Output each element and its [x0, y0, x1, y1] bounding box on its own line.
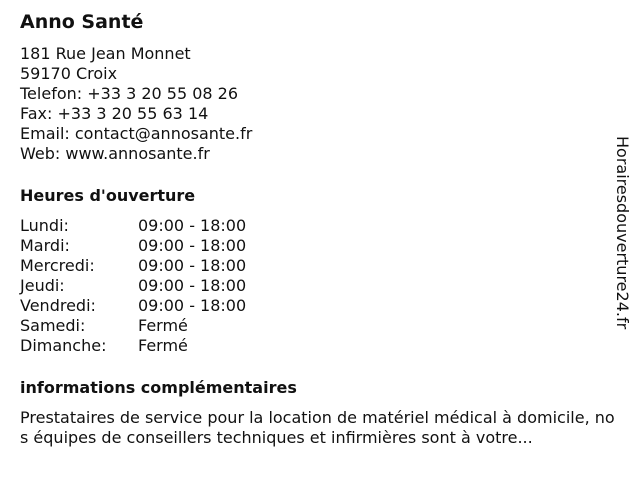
hours-time: 09:00 - 18:00 [138, 296, 247, 315]
address-city: 59170 Croix [20, 64, 118, 83]
hours-time: Fermé [138, 316, 188, 335]
business-description: Prestataires de service pour la location de matériel médical à domicile, nos équipes de conseillers techniques et infirmières sont à votre... [20, 408, 615, 447]
business-card [20, 10, 620, 448]
hours-day: Mardi: [20, 236, 70, 255]
phone-number: Telefon: +33 3 20 55 08 26 [20, 84, 239, 103]
opening-hours-heading: Heures d'ouverture [20, 186, 196, 205]
opening-hours-list [20, 216, 620, 356]
fax-number: Fax: +33 3 20 55 63 14 [20, 104, 209, 123]
hours-day: Vendredi: [20, 296, 96, 315]
hours-time: 09:00 - 18:00 [138, 276, 247, 295]
address-street: 181 Rue Jean Monnet [20, 44, 191, 63]
hours-row-sunday [20, 336, 620, 356]
hours-time: 09:00 - 18:00 [138, 256, 247, 275]
hours-day: Dimanche: [20, 336, 107, 355]
hours-time: 09:00 - 18:00 [138, 216, 247, 235]
hours-time: Fermé [138, 336, 188, 355]
additional-info-heading: informations complémentaires [20, 378, 297, 397]
hours-row-thursday [20, 276, 620, 296]
hours-row-monday [20, 216, 620, 236]
hours-row-tuesday [20, 236, 620, 256]
hours-day: Samedi: [20, 316, 86, 335]
business-name: Anno Santé [20, 11, 144, 33]
hours-row-saturday [20, 316, 620, 336]
email-address: Email: contact@annosante.fr [20, 124, 253, 143]
site-watermark: Horairesdouverture24.fr [613, 136, 632, 330]
hours-day: Mercredi: [20, 256, 95, 275]
hours-row-friday [20, 296, 620, 316]
hours-row-wednesday [20, 256, 620, 276]
hours-time: 09:00 - 18:00 [138, 236, 247, 255]
website-address: Web: www.annosante.fr [20, 144, 210, 163]
hours-day: Jeudi: [20, 276, 65, 295]
hours-day: Lundi: [20, 216, 69, 235]
